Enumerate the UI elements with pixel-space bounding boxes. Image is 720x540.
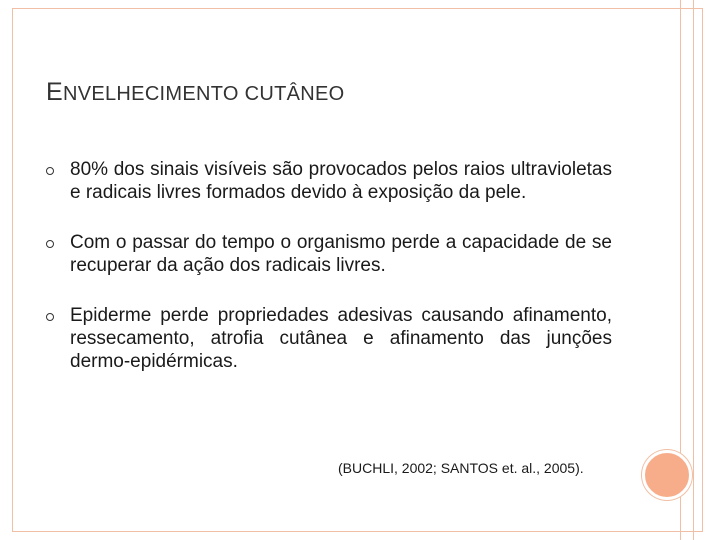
citation: (BUCHLI, 2002; SANTOS et. al., 2005). <box>338 460 584 476</box>
bullet-item <box>46 231 612 277</box>
slide-title <box>46 78 345 107</box>
bullet-list <box>46 158 612 400</box>
bullet-circle-icon <box>46 240 54 248</box>
title-text: NVELHECIMENTO CUTÂNEO <box>62 83 345 105</box>
title-initial: E <box>46 78 63 106</box>
bullet-text: Com o passar do tempo o organismo perde a capacidade de se recuperar da ação dos radicais livres. <box>70 232 612 276</box>
bullet-item <box>46 158 612 204</box>
bullet-circle-icon <box>46 313 54 321</box>
bullet-item <box>46 304 612 373</box>
bullet-text: Epiderme perde propriedades adesivas causando afinamento, ressecamento, atrofia cutânea e afinamento das junções dermo-epidérmicas. <box>70 305 612 372</box>
decorative-circle <box>642 450 692 500</box>
bullet-text: 80% dos sinais visíveis são provocados pelos raios ultravioletas e radicais livres formados devido à exposição da pele. <box>70 159 612 203</box>
bullet-circle-icon <box>46 167 54 175</box>
